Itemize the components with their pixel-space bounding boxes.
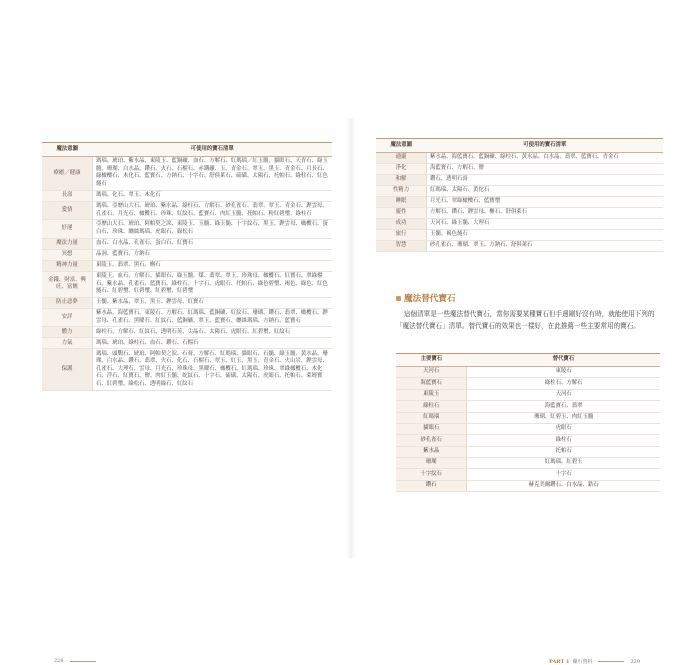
page-number-right: 229 [630, 658, 640, 665]
intention-cell: 和解 [376, 174, 427, 185]
table-row [42, 220, 332, 239]
intention-cell: 體力 [42, 327, 93, 338]
stones-cell: 天河石、綠玉髓、大理石 [427, 218, 664, 229]
table-row [396, 423, 660, 434]
substitute-stone-cell: 十字石 [467, 469, 660, 480]
main-stone-cell: 綠柱石 [396, 401, 467, 412]
table-row [396, 480, 660, 491]
substitute-stone-cell: 虎眼石 [467, 423, 660, 434]
stones-cell: 紫水晶、海藍寶石、東陵石、方解石、紅瑪瑙、藍銅礦、紅紋石、珊瑚、鑽石、翡翠、橄欖石、鋰雲母、孔雀石、黑曜石、紅紋石、藍銅礦、翠玉、藍寶石、纏絲瑪瑙、方鈉石、藍寶石 [93, 308, 333, 327]
header-stones: 可使用的寶石清單 [93, 143, 333, 157]
main-stone-cell: 十字紋石 [396, 469, 467, 480]
stones-cell: 血石、白水晶、孔雀石、蛋白石、紅寶石 [93, 238, 333, 249]
intention-cell: 性精力 [376, 185, 427, 196]
substitute-stone-cell: 珊瑚、紅碧玉、肉紅玉髓 [467, 412, 660, 423]
intention-table-left [42, 142, 332, 391]
table-row [376, 174, 663, 185]
stones-cell: 方解石、鑽石、鋰雲母、槲石、舒俱萊石 [427, 207, 664, 218]
header-main-stone: 主要寶石 [396, 354, 467, 367]
table-row [42, 249, 332, 260]
main-stone-cell: 鑽石 [396, 480, 467, 491]
intro-paragraph: 這個清單是一些魔法替代寶石，當你需要某種寶石但手邊剛好沒有時，就能使用下列的「魔法替代寶石」清單。替代寶石的效果也一樣好，在此推薦一些主要常用的寶石。 [396, 310, 655, 330]
stones-cell: 海藍寶石、方解石、鹽 [427, 163, 664, 174]
stones-cell: 晶洞、藍寶石、方鈉石 [93, 249, 333, 260]
stones-cell: 鑽石、透明石膏 [427, 174, 664, 185]
substitute-stone-cell: 綠柱石、方解石 [467, 378, 660, 389]
table-row [376, 163, 663, 174]
stones-cell: 月光石、翠綠橄欖石、藍寶璽 [427, 196, 664, 207]
substitute-stone-cell: 托帕石 [467, 446, 660, 457]
stones-cell: 砂孔雀石、珊瑚、翠玉、方鈉石、舒俱萊石 [427, 240, 664, 251]
main-stone-cell: 海藍寶石 [396, 378, 467, 389]
table-row [376, 229, 663, 240]
intention-cell: 魔法力量 [42, 238, 93, 249]
header-stones: 可使用的寶石清單 [427, 139, 664, 153]
main-stone-cell: 東陵玉 [396, 389, 467, 400]
table-row [396, 458, 660, 469]
table-row [42, 260, 332, 271]
table-row [396, 367, 660, 378]
table-row [42, 297, 332, 308]
main-stone-cell: 紫水晶 [396, 446, 467, 457]
substitute-stone-cell: 綠柱石 [467, 435, 660, 446]
substitute-table [396, 353, 660, 492]
table-row [42, 201, 332, 220]
right-page [356, 128, 678, 665]
main-stone-cell: 砂孔雀石 [396, 435, 467, 446]
header-intention: 魔法意圖 [42, 143, 93, 157]
intention-cell: 安詳 [42, 308, 93, 327]
table-row [376, 207, 663, 218]
main-stone-cell: 貓眼石 [396, 423, 467, 434]
table-header-row [376, 139, 663, 153]
intention-cell: 紓運 [42, 220, 93, 239]
intention-cell: 愛情 [42, 201, 93, 220]
table-row [42, 349, 332, 390]
table-row [376, 196, 663, 207]
substitute-stone-cell: 天河石 [467, 389, 660, 400]
stones-cell: 東陵玉、翡翠、黑石、槲石 [93, 260, 333, 271]
table-row [42, 238, 332, 249]
table-row [376, 185, 663, 196]
table-row [376, 240, 663, 251]
intention-cell: 療癒／健康 [42, 157, 93, 191]
stones-cell: 東陵玉、血石、方解石、貓眼石、綠玉髓、煤、翡翠、翠玉、珍珠母、橄欖石、紅寶石、翠綠榴石、紫水晶、孔雀石、藍寶石、綠柱石、十字石、虎眼石、托帕石、綠色碧璽、褐色、綠色、紅色燧石、紅碧璽、紅碧璽、紅碧璽、紅碧璽 [93, 271, 333, 297]
table-row [396, 389, 660, 400]
intention-cell: 靈性 [376, 207, 427, 218]
table-row [396, 446, 660, 457]
table-row [376, 153, 663, 164]
book-gutter [346, 118, 356, 558]
stones-cell: 瑪瑙、頭鸚石、琥珀、阿帕契之淚、石膏、方解石、紅瑪瑙、貓眼石、石髓、綠玉髓、黃水晶、珊瑚、白水晶、鑽石、翡翠、火石、化石、石榴石、翠玉、紅玉、黑玉、青金石、火山岩、鋰雲母、孔雀石、大理石、雲母、月光石、珍珠母、黑曜石、橄欖石、紅瑪瑙、珍珠、翠綠橄欖石、木化石、浮石、紅寶石、鹽、肉紅玉髓、蛇紋石、十字石、硫磺、太陽石、虎眼石、托帕石、萊姆寶石、紅碧璽、綠松石、透明綠石、紅紋石 [93, 349, 333, 390]
table-row [42, 190, 332, 201]
stones-cell: 瑪瑙、亞歷山大石、琥珀、紫水晶、綠柱石、方解石、砂孔雀石、翡翠、翠玉、青金石、鋰雲母、孔雀石、月光石、橄欖石、珍珠、紅紋石、藍寶石、肉紅玉髓、托帕石、粉紅碧璽、綠柱石 [93, 201, 333, 220]
intention-cell: 力氣 [42, 338, 93, 349]
stones-cell: 玉髓、紫水晶、翠玉、黑玉、鋰雲母、紅寶石 [93, 297, 333, 308]
substitute-stone-cell: 海藍寶石、翡翠 [467, 401, 660, 412]
part-label: PART 1 [549, 658, 570, 665]
table-row [396, 412, 660, 423]
folio-rule [598, 661, 624, 662]
intention-cell: 金錢、財富、興旺、富饒 [42, 271, 93, 297]
intention-cell: 冥想 [42, 249, 93, 260]
table-row [42, 338, 332, 349]
intention-cell: 長壽 [42, 190, 93, 201]
stones-cell: 瑪瑙、化石、翠玉、木化石 [93, 190, 333, 201]
main-stone-cell: 紅瑪瑙 [396, 412, 467, 423]
stones-cell: 瑪瑙、琥珀、紫水晶、東陵玉、藍銅礦、血石、方解石、紅瑪瑙／紅玉髓、貓眼石、天青石、綠玉髓、珊瑚、白水晶、鑽石、火石、石榴石、赤鐵礦、玉、青金石、翠玉、黑玉、青金石、月長石、綠橄欖石、木化石、藍寶石、方鈉石、十字石、舒俱萊石、硫磺、太陽石、托帕石、綠柱石、紅色燧石 [93, 157, 333, 191]
stones-cell: 亞歷山大石、琥珀、阿帕契之淚、東陵玉、玉髓、綠玉髓、十字紋石、黑玉、鋰雲母、橄欖石、蛋白石、珍珠、纏絲瑪瑙、虎眼石、綠松石 [93, 220, 333, 239]
table-row [42, 308, 332, 327]
section-title-text: 魔法替代寶石 [404, 294, 456, 304]
page-number-left: 228 [54, 658, 64, 664]
section-label: 礦石資料 [572, 659, 593, 665]
stones-cell: 玉髓、褐色燧石 [427, 229, 664, 240]
table-row [42, 327, 332, 338]
stones-cell: 紅瑪瑙、太陽石、黃佗石 [427, 185, 664, 196]
substitute-stone-cell: 赫克美爾鑽石、白水晶、鋯石 [467, 480, 660, 491]
table-header-row [396, 354, 660, 367]
stones-cell: 綠柱石、方解石、紅紋石、透明石英、尖晶石、太陽石、虎眼石、紅碧璽、紅紋石 [93, 327, 333, 338]
header-substitute-stone: 替代寶石 [467, 354, 660, 367]
section-marker-icon [396, 296, 401, 301]
table-row [396, 435, 660, 446]
intention-cell: 旅行 [376, 229, 427, 240]
main-stone-cell: 珊瑚 [396, 458, 467, 469]
stones-cell: 瑪瑙、琥珀、綠柱石、血石、鑽石、石榴石 [93, 338, 333, 349]
header-intention: 魔法意圖 [376, 139, 427, 153]
table-row [396, 469, 660, 480]
section-title [396, 292, 456, 304]
table-row [376, 218, 663, 229]
intention-cell: 智慧 [376, 240, 427, 251]
substitute-stone-cell: 東陵石 [467, 367, 660, 378]
table-row [42, 271, 332, 297]
intention-cell: 通靈 [376, 153, 427, 164]
table-header-row [42, 143, 332, 157]
intention-cell: 淨化 [376, 163, 427, 174]
intention-cell: 防止惡夢 [42, 297, 93, 308]
table-row [396, 401, 660, 412]
table-row [42, 157, 332, 191]
intention-cell: 保護 [42, 349, 93, 390]
left-page [22, 128, 346, 664]
intention-cell: 精神力量 [42, 260, 93, 271]
table-row [396, 378, 660, 389]
intention-table-right [376, 138, 663, 252]
folio-rule [70, 661, 96, 662]
main-stone-cell: 天河石 [396, 367, 467, 378]
substitute-stone-cell: 紅瑪瑙、紅碧玉 [467, 458, 660, 469]
folio-left [54, 658, 96, 664]
folio-right [549, 658, 640, 665]
intention-cell: 睡眠 [376, 196, 427, 207]
intention-cell: 成功 [376, 218, 427, 229]
stones-cell: 紫水晶、海藍寶石、藍銅礦、綠柱石、黃水晶、白水晶、翡翠、藍寶石、青金石 [427, 153, 664, 164]
